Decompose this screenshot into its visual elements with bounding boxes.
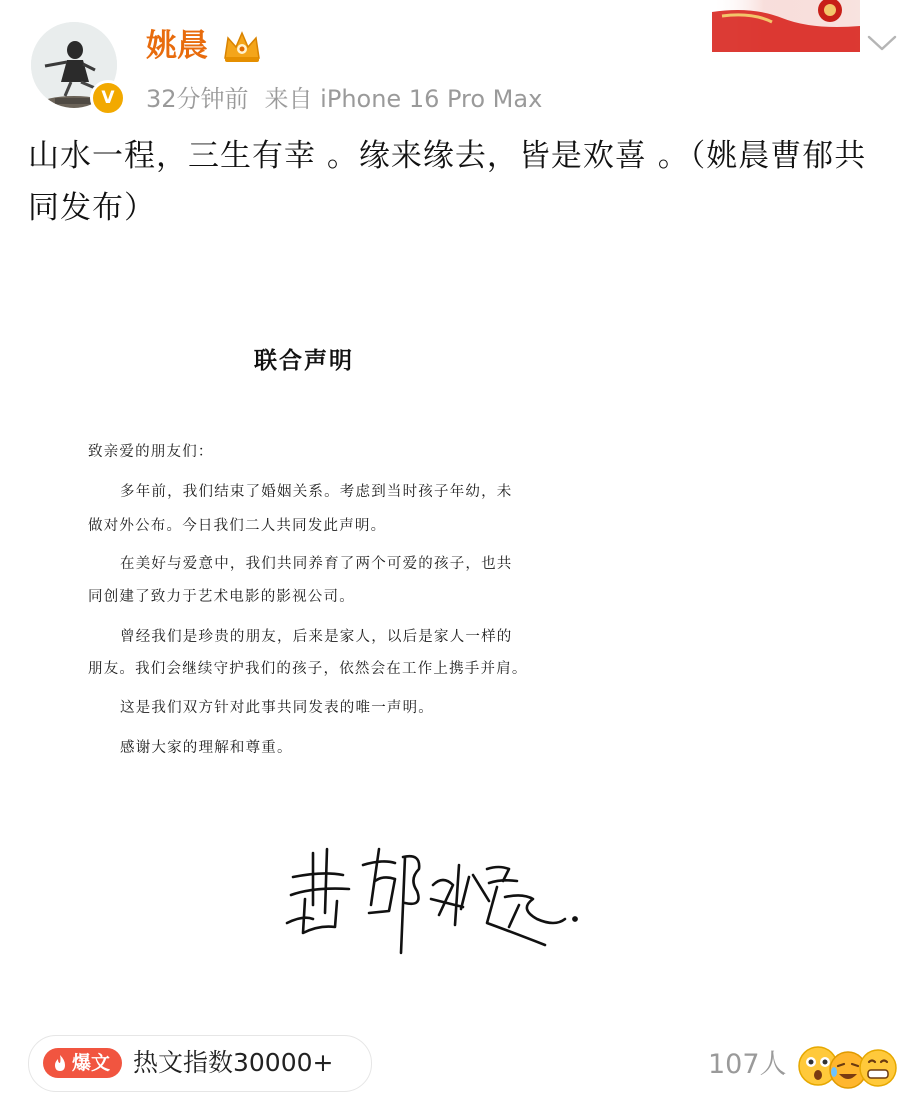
post-meta xyxy=(146,82,542,116)
post-source: 来自 iPhone 16 Pro Max xyxy=(264,85,543,113)
flag-banner-icon xyxy=(712,0,860,52)
statement-line: 在美好与爱意中，我们共同养育了两个可爱的孩子，也共 xyxy=(120,556,513,572)
hot-index-pill[interactable] xyxy=(28,1035,372,1092)
author-name[interactable]: 姚晨 xyxy=(146,28,208,64)
statement-greeting: 致亲爱的朋友们： xyxy=(88,444,214,460)
statement-line: 感谢大家的理解和尊重。 xyxy=(120,740,293,756)
statement-line: 多年前，我们结束了婚姻关系。考虑到当时孩子年幼，未 xyxy=(120,484,513,500)
reaction-emoji-icon[interactable] xyxy=(792,1040,900,1096)
post-time: 32分钟前 xyxy=(146,85,249,113)
statement-line: 做对外公布。今日我们二人共同发此声明。 xyxy=(88,518,387,534)
reaction-count[interactable]: 107人 xyxy=(708,1049,787,1080)
verified-badge-icon: V xyxy=(90,80,126,116)
hot-tag xyxy=(43,1048,122,1078)
handwritten-signature xyxy=(283,835,583,955)
statement-line: 这是我们双方针对此事共同发表的唯一声明。 xyxy=(120,700,434,716)
flame-icon xyxy=(52,1054,68,1072)
crown-icon xyxy=(221,28,263,64)
hot-tag-label: 爆文 xyxy=(72,1052,111,1074)
post-text: 山水一程，三生有幸 。缘来缘去，皆是欢喜 。（姚晨曹郁共同发布） xyxy=(28,138,867,226)
statement-title: 联合声明 xyxy=(254,347,354,374)
hot-index-text: 热文指数30000+ xyxy=(133,1048,334,1077)
statement-line: 同创建了致力于艺术电影的影视公司。 xyxy=(88,589,355,605)
chevron-down-icon[interactable] xyxy=(866,32,898,54)
statement-line: 朋友。我们会继续守护我们的孩子，依然会在工作上携手并肩。 xyxy=(88,661,528,677)
statement-line: 曾经我们是珍贵的朋友，后来是家人，以后是家人一样的 xyxy=(120,629,513,645)
statement-image[interactable] xyxy=(28,250,898,1020)
